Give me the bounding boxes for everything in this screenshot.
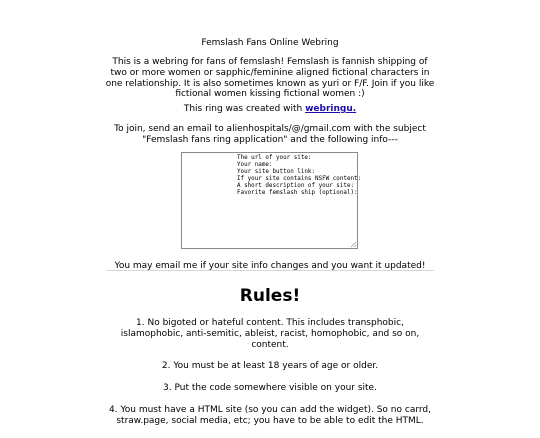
rule-item: 3. Put the code somewhere visible on your site. xyxy=(163,383,377,394)
rule-item: 1. No bigoted or hateful content. This includes transphobic, islamophobic, anti-semitic, ableist, racist, homophobic, and so on, content. xyxy=(120,318,420,350)
rule-item: 2. You must be at least 18 years of age or older. xyxy=(161,361,379,372)
resize-grip-icon xyxy=(349,240,357,248)
email-update-note: You may email me if your site info changes and you want it updated! xyxy=(114,261,426,271)
application-template-textarea[interactable]: The url of your site: Your name: Your site button link: If your site contains NSFW content: A short description of your site: Favorite femslash ship (optional): xyxy=(181,152,358,249)
rules-list xyxy=(104,318,436,438)
section-divider xyxy=(106,270,434,271)
join-instructions: To join, send an email to alienhospitals/@/gmail.com with the subject "Femslash fans ring application" and the following info--- xyxy=(114,124,426,145)
page-title: Femslash Fans Online Webring xyxy=(201,38,339,48)
textarea-resize-handle[interactable] xyxy=(349,240,357,248)
created-with-text xyxy=(0,104,540,115)
intro-paragraph: This is a webring for fans of femslash! Femslash is fannish shipping of two or more women or sapphic/feminine aligned fictional characters in one relationship. It is also sometimes known as yuri or F/F. Join if you like fictional women kissing fictional women :) xyxy=(105,57,435,100)
created-prefix: This ring was created with xyxy=(183,104,306,114)
rules-heading: Rules! xyxy=(239,286,301,306)
rule-item: 4. You must have a HTML site (so you can add the widget). So no carrd, straw.page, social media, etc; you have to be able to edit the HTML. xyxy=(109,404,431,426)
webringu-link[interactable]: webringu. xyxy=(305,104,357,114)
